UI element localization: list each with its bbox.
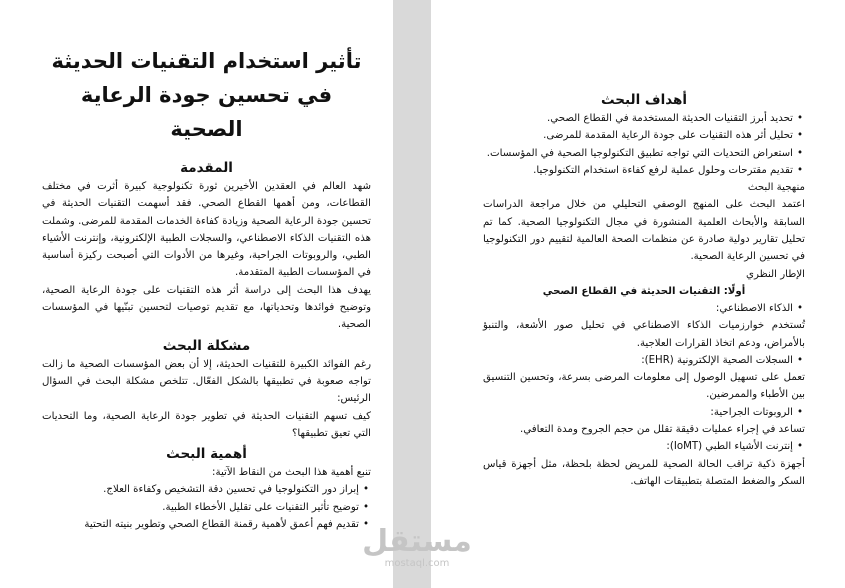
methodology-paragraph: اعتمد البحث على المنهج الوصفي التحليلي من خلال مراجعة الدراسات السابقة والأبحاث العلمية المنشورة في مجال التكنولوجيا الصحية. كما تم تحليل تقارير دولية صادرة عن منظمات الصحة العالمية لتقييم دور التكنولوجيا في تحسين الرعاية الصحية. — [483, 199, 805, 263]
robot-text: تساعد في إجراء عمليات دقيقة تقلل من حجم الجروح ومدة التعافي. — [519, 424, 805, 436]
framework-label: الإطار النظري — [746, 268, 805, 280]
page-gap — [393, 0, 431, 588]
list-item: • توضيح تأثير التقنيات على تقليل الأخطاء الطبية. — [42, 499, 359, 516]
objectives-heading: أهداف البحث — [600, 92, 688, 108]
importance-intro: تنبع أهمية هذا البحث من النقاط الآتية: — [212, 467, 371, 479]
ai-text: تُستخدم خوارزميات الذكاء الاصطناعي في تحليل صور الأشعة، والتنبؤ بالأمراض، ودعم اتخاذ القرارات العلاجية. — [483, 320, 805, 349]
right-page — [431, 0, 845, 588]
iomt-text: أجهزة ذكية تراقب الحالة الصحية للمريض لحظة بلحظة، مثل أجهزة قياس السكر والضغط المتصلة بتطبيقات الهاتف. — [483, 458, 805, 487]
intro-paragraph-1: شهد العالم في العقدين الأخيرين ثورة تكنولوجية كبيرة أثرت في مختلف القطاعات، ومن أهمها القطاع الصحي. فقد أسهمت التقنيات الحديثة في تحسين جودة الرعاية الصحية وزيادة كفاءة الخدمات المقدمة للمرضى. وشملت هذه التقنيات الذكاء الاصطناعي، والسجلات الطبية الإلكترونية، وإنترنت الأشياء الطبي، والروبوتات الجراحية، وغيرها من الأدوات التي أصبحت ركيزة أساسية في المؤسسات الطبية المتقدمة. — [42, 181, 371, 279]
ehr-bullet-list — [483, 352, 805, 369]
watermark — [362, 526, 472, 570]
list-item: • تحليل أثر هذه التقنيات على جودة الرعاية المقدمة للمرضى. — [483, 127, 793, 144]
robot-label: • الروبوتات الجراحية: — [483, 404, 793, 421]
ai-bullet-list — [483, 300, 805, 317]
list-item: • تقديم مقترحات وحلول عملية لرفع كفاءة استخدام التكنولوجيا. — [483, 162, 793, 179]
objectives-list — [483, 110, 805, 179]
list-item: • تقديم فهم أعمق لأهمية رقمنة القطاع الصحي وتطوير بنيته التحتية — [42, 516, 359, 533]
ehr-label: • السجلات الصحية الإلكترونية (EHR): — [483, 352, 793, 369]
list-item: • تحديد أبرز التقنيات الحديثة المستخدمة في القطاع الصحي. — [483, 110, 793, 127]
iomt-bullet-list — [483, 438, 805, 455]
left-page — [0, 0, 393, 588]
importance-heading: أهمية البحث — [166, 446, 247, 463]
iomt-label: • إنترنت الأشياء الطبي (IoMT): — [483, 438, 793, 455]
problem-paragraph-2: كيف تسهم التقنيات الحديثة في تطوير جودة الرعاية الصحية، وما التحديات التي تعيق تطبيقها؟ — [42, 410, 371, 439]
ai-label: • الذكاء الاصطناعي: — [483, 300, 793, 317]
problem-paragraph-1: رغم الفوائد الكبيرة للتقنيات الحديثة، إلا أن بعض المؤسسات الصحية ما زالت تواجه صعوبة في تطبيقها بالشكل الفعّال. تتلخص مشكلة البحث في السؤال الرئيس: — [42, 358, 371, 405]
intro-heading: المقدمة — [180, 160, 233, 176]
robot-bullet-list — [483, 404, 805, 421]
document-title: تأثير استخدام التقنيات الحديثة في تحسين جودة الرعاية الصحية — [51, 49, 362, 141]
ehr-text: تعمل على تسهيل الوصول إلى معلومات المرضى بسرعة، وتحسين التنسيق بين الأطباء والممرضين. — [483, 372, 805, 401]
problem-heading: مشكلة البحث — [162, 337, 251, 354]
watermark-url: mostaql.com — [384, 558, 450, 569]
list-item: • استعراض التحديات التي تواجه تطبيق التكنولوجيا الصحية في المؤسسات. — [483, 145, 793, 162]
methodology-label: منهجية البحث — [747, 182, 805, 194]
watermark-logo: مستقل — [362, 524, 472, 559]
list-item: • إبراز دور التكنولوجيا في تحسين دقة التشخيص وكفاءة العلاج. — [42, 481, 359, 498]
intro-paragraph-2: يهدف هذا البحث إلى دراسة أثر هذه التقنيات على جودة الرعاية الصحية، وتوضيح فوائدها وتحدياتها، مع تقديم توصيات لتحسين تبنّيها في المؤسسات الصحية. — [42, 284, 371, 331]
framework-subheading: أولًا: التقنيات الحديثة في القطاع الصحي — [542, 285, 746, 297]
importance-list — [42, 481, 371, 533]
